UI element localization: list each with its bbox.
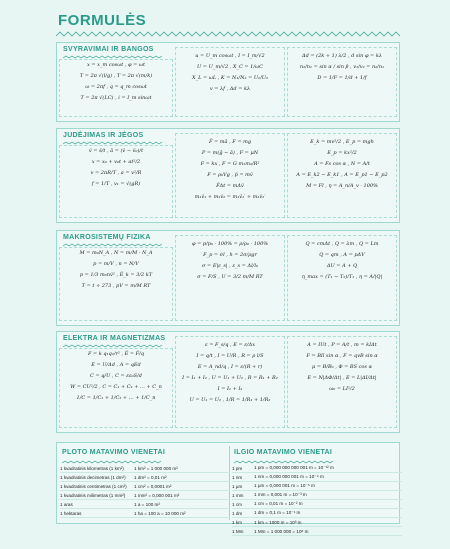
unit-name: 1 kvadratinis kilometras (1 km²) [60,465,124,471]
unit-name: 1 kvadratinis decimetras (1 dm²) [60,474,126,480]
formula: σ = E|ε_s| , ε_s = Δl/l₀ [202,263,258,269]
table-row [232,464,402,473]
table-row [60,491,230,500]
unit-value: 1 nm = 0,000 000 001 m = 10⁻⁹ m [254,474,324,479]
unit-value: 1 ha = 100 a = 10 000 m² [134,510,186,516]
formula: x = x_m cosωt , φ = ωt [86,62,146,68]
table-row [232,518,402,527]
formula: E = U/Δd , A = qEd [91,362,141,368]
formula: u = U_m cosωt , I = I_m/√2 [195,53,265,59]
unit-value: 1 dm² = 0,01 m² [134,474,167,480]
unit-name: 1 nm [232,474,243,480]
unit-name: 1 kvadratinis milimetras (1 mm²) [60,492,126,498]
plot-units-title: PLOTO MATAVIMO VIENETAI [62,449,166,456]
formula: E_p = kx²/2 [327,150,357,156]
formula: ΔU = A + Q [326,263,358,269]
unit-value: 1 cm = 0,01 m = 10⁻² m [254,501,303,506]
formula-box [287,47,397,117]
formula-box [287,235,397,321]
formula: f = 1/T , v₁ = √(gR) [91,181,141,187]
formula: F = ρ₀Vg , p̄ = mv̄ [207,172,253,178]
table-row [60,500,230,509]
formula: F̄ = mā , F = mg [208,139,252,145]
formula: E = N|ΔΦ/Δt| , E = L|ΔI/Δt| [307,375,377,381]
formula: x = x₀ + v₀t + at²/2 [91,159,141,165]
unit-value: 1 mm = 0,001 m = 10⁻³ m [254,492,307,497]
formula-box [59,247,173,321]
length-units-table [232,464,402,536]
formula: σ = F/S , U = 3/2 m/M RT [197,274,263,280]
table-row [60,464,230,473]
formula: T = 2π √(l/g) , T = 2π √(m/k) [79,73,153,79]
formula: E = A_nd/q , I = ε/(R + r) [197,364,263,370]
formula: F = k q₁q₂/r² , Ē = F̄/q [87,351,145,357]
unit-name: 1 cm [232,501,242,507]
formula: p = m/V , n = N/V [93,261,139,267]
formula: I = I₁ + I₂ , U = U₁ + U₂ , R = R₁ + R₂ [182,375,278,381]
table-row [232,509,402,518]
unit-value: 1 pm = 0,000 000 000 001 m = 10⁻¹² m [254,465,334,470]
formula: μ = B/B₀ , Φ = BS cos α [312,364,372,370]
formula: E_k = mv²/2 , E_p = mgh [310,139,374,145]
formula-box [59,145,173,218]
formula-box [175,47,285,117]
formula: I = q/t , I = U/R , R = ρ l/S [196,353,264,359]
formula-box [287,133,397,218]
formula: M = m₀N_A , N = m/M · N_A [79,250,153,256]
table-row [232,491,402,500]
formula-box [175,336,285,428]
unit-value: 1 a = 100 m² [134,501,160,507]
section-svyravimai [56,42,400,122]
section-title: JUDĖJIMAS IR JĖGOS [63,132,144,139]
section-judejimas [56,128,400,223]
table-row [232,527,402,536]
formula: v = λf , Δd = kλ [209,86,251,92]
formula-box [59,348,173,428]
formula: ω = 2πf , q = q_m cosωt [85,84,147,90]
formula: P = m(ḡ − ā) , F = μN [201,150,259,156]
unit-name: 1 μm [232,483,243,489]
table-row [60,473,230,482]
page-title: FORMULĖS [58,12,147,29]
unit-name: 1 dm [232,510,243,516]
table-row [60,509,230,518]
formula: Q = qm , A = pΔV [319,252,365,258]
section-makrosistemu [56,230,400,326]
unit-value: 1 μm = 0,000 001 m = 10⁻⁶ m [254,483,315,488]
formula: F_p = σl , h = 2σ/ρgr [203,252,257,258]
table-row [232,500,402,509]
formula: 1/C = 1/C₁ + 1/C₂ + … + 1/C_n [76,395,156,401]
unit-name: 1 Mm [232,528,244,534]
formula: U = U₁ = U₂ , 1/R = 1/R₁ + 1/R₂ [189,397,271,403]
formula: I = I₁ + I₂ [217,386,243,392]
formula: U = U_m/√2 , X_C = 1/ωC [197,64,263,70]
section-title: MAKROSISTEMŲ FIZIKA [63,234,151,241]
unit-value: 1 dm = 0,1 m = 10⁻¹ m [254,510,301,515]
formula: C = q/U , C = εε₀S/d [90,373,142,379]
unit-name: 1 aras [60,501,73,507]
formula: p = 1/3 m₀nv̄² , Ē_k = 3/2 kT [79,272,153,278]
unit-value: 1 km = 1000 m = 10³ m [254,519,302,525]
unit-name: 1 hektaras [60,510,82,516]
formula: F = BIl sin α , F = qvB sin α [306,353,378,359]
formula: M = Fl , η = A_n/A_v · 100% [306,183,378,189]
formula: F̄Δt = mΔv̄ [216,183,244,189]
table-row [60,482,230,491]
section-elektra [56,331,400,433]
area-units-table [60,464,230,518]
formula-box [175,235,285,321]
unit-value: 1 Mm = 1 000 000 = 10⁶ m [254,528,309,534]
table-row [232,482,402,491]
unit-value: 1 cm² = 0,0001 m² [134,483,172,489]
formula: m₁v̄₁ + m₂v̄₂ = m₁v̄₁′ + m₂v̄₂′ [194,194,266,200]
formula: Δd = (2k + 1) λ/2 , d sin φ = kλ [301,53,383,59]
formula: v̄ = s̄/t , ā = (v̄ − v̄₀)/t [88,148,144,154]
length-units-title: ILGIO MATAVIMO VIENETAI [234,449,333,456]
formula: η_max = (T₁ − T₂)/T₁ , η = A/|Q| [301,274,383,280]
formula: X_L = ωL , K = N₁/N₂ = U₁/U₂ [192,75,268,81]
formula: T = t + 273 , pV = m/M RT [81,283,151,289]
section-title: SVYRAVIMAI IR BANGOS [63,46,154,53]
formula-box [287,336,397,428]
formula-box [175,133,285,218]
unit-name: 1 mm [232,492,244,498]
formula: A = E_k2 − E_k1 , A = E_p1 − E_p2 [296,172,388,178]
formula: n₂/n₁ = sin α / sin β , v₁/v₂ = n₂/n₁ [299,64,385,70]
unit-name: 1 kvadratinis centimetras (1 cm²) [60,483,127,489]
formula: A = Fs cos α , N = A/t [314,161,370,167]
formula: T = 2π √(LC) , i = I_m sinωt [80,95,152,101]
unit-value: 1 km² = 1 000 000 m² [134,465,178,471]
zigzag-divider [56,31,400,37]
unit-name: 1 km [232,519,242,525]
formula: v = 2πR/T , a = v²/R [90,170,142,176]
formula-box [59,59,173,117]
formula: ε = F_s/q , E = ε/Δx [204,342,256,348]
formula: ω₀ = LI²/2 [329,386,355,392]
unit-value: 1 mm² = 0,000 001 m² [134,492,180,498]
formula: φ = p/p₀ · 100% = ρ/ρ₀ · 100% [191,241,269,247]
formula: D = 1/F = 1/d + 1/f [317,75,367,81]
formula: A = IUt , P = A/t , m = kIΔt [307,342,377,348]
section-title: ELEKTRA IR MAGNETIZMAS [63,335,166,342]
formula: F = kx , F = G m₁m₂/R² [200,161,260,167]
formula: Q = cmΔt , Q = λm , Q = Lm [305,241,379,247]
table-row [232,473,402,482]
unit-name: 1 pm [232,465,243,471]
formula: W = CU²/2 , C = C₁ + C₂ + … + C_n [70,384,162,390]
